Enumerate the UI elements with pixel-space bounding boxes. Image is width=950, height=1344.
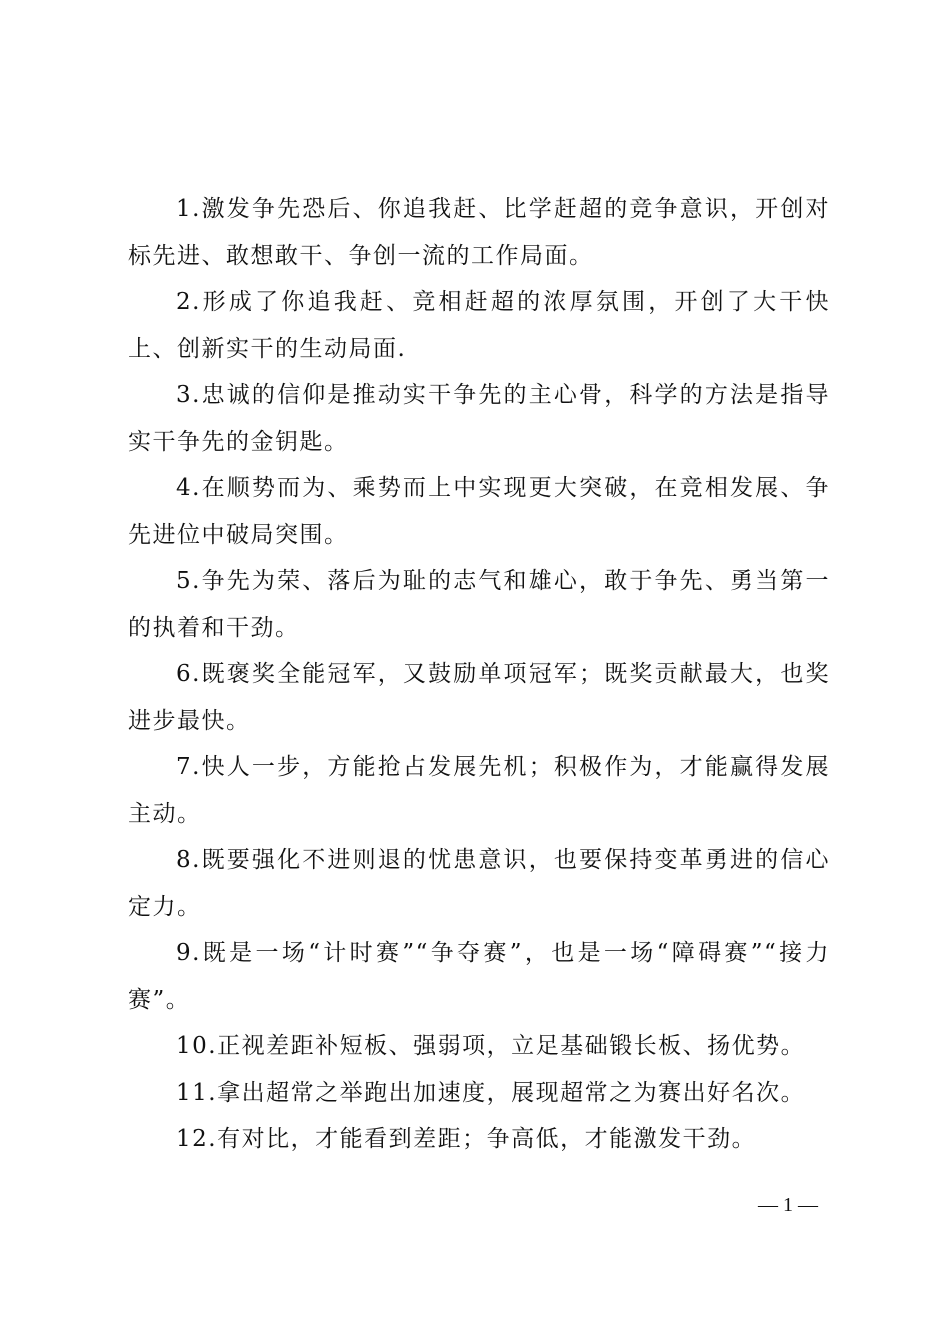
paragraph-2: 2.形成了你追我赶、竞相赶超的浓厚氛围，开创了大干快上、创新实干的生动局面. bbox=[128, 289, 830, 362]
paragraph-1: 1.激发争先恐后、你追我赶、比学赶超的竞争意识，开创对标先进、敢想敢干、争创一流的工作局面。 bbox=[128, 196, 830, 269]
paragraph-7: 7.快人一步，方能抢占发展先机；积极作为，才能赢得发展主动。 bbox=[128, 754, 830, 827]
paragraph-6: 6.既褒奖全能冠军，又鼓励单项冠军；既奖贡献最大，也奖进步最快。 bbox=[128, 661, 830, 734]
document-body bbox=[128, 186, 830, 1163]
page-number: — 1 — bbox=[758, 1194, 818, 1216]
paragraph-10: 10.正视差距补短板、强弱项，立足基础锻长板、扬优势。 bbox=[176, 1033, 806, 1059]
paragraph-8: 8.既要强化不进则退的忧患意识，也要保持变革勇进的信心定力。 bbox=[128, 847, 830, 920]
paragraph-3: 3.忠诚的信仰是推动实干争先的主心骨，科学的方法是指导实干争先的金钥匙。 bbox=[128, 382, 830, 455]
paragraph-12: 12.有对比，才能看到差距；争高低，才能激发干劲。 bbox=[176, 1126, 757, 1152]
paragraph-4: 4.在顺势而为、乘势而上中实现更大突破，在竞相发展、争先进位中破局突围。 bbox=[128, 475, 830, 548]
paragraph-5: 5.争先为荣、落后为耻的志气和雄心，敢于争先、勇当第一的执着和干劲。 bbox=[128, 568, 830, 641]
paragraph-11: 11.拿出超常之举跑出加速度，展现超常之为赛出好名次。 bbox=[176, 1079, 806, 1106]
paragraph-9: 9.既是一场“计时赛”“争夺赛”，也是一场“障碍赛”“接力赛”。 bbox=[128, 940, 830, 1013]
